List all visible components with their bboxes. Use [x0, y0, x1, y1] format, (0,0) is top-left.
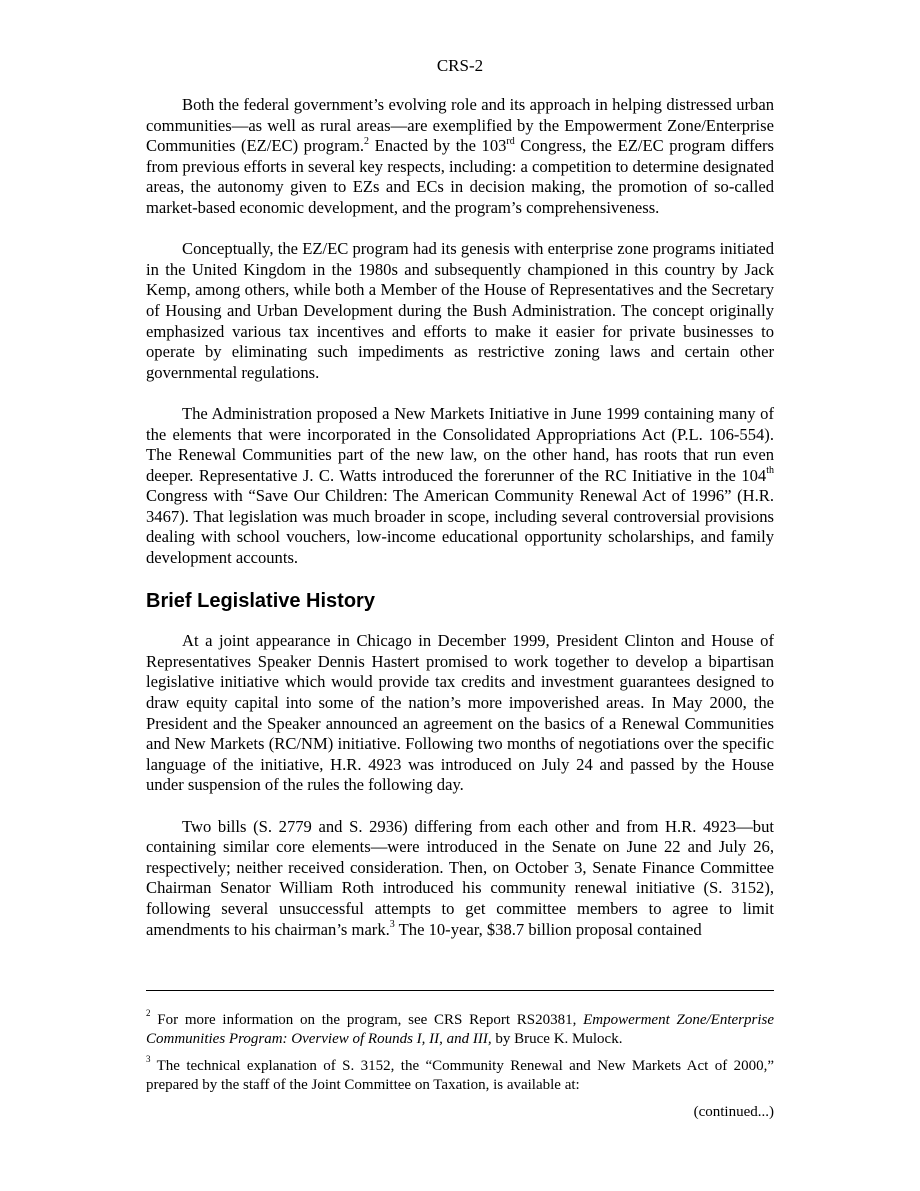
text-run: The Administration proposed a New Markets Initiative in June 1999 containing many of the elements that were incorporated in the Consolidated Appropriations Act (P.L. 106-554). The Renewal Communities part of the new law, on the other hand, has roots that run even deeper. Representative J. C. Watts introduced the forerunner of the RC Initiative in the 104	[146, 403, 774, 485]
report-title: Empowerment Zone/Enterprise Communities Program: Overview of Rounds I, II, and III,	[146, 1012, 774, 1047]
footnote-2	[146, 1008, 774, 1049]
footnotes	[146, 1008, 774, 1122]
text-run: The 10-year, $38.7 billion proposal contained	[394, 919, 702, 939]
text-run: by Bruce K. Mulock.	[491, 1031, 623, 1047]
text-run: Both the federal government’s evolving role and its approach in helping distressed urban communities—as well as rural areas—are exemplified by the Empowerment Zone/Enterprise Communities (EZ/EC) program.	[146, 95, 774, 156]
paragraph-genesis: Conceptually, the EZ/EC program had its genesis with enterprise zone programs initiated in the United Kingdom in the 1980s and subsequently championed in this country by Jack Kemp, among others, while both a Member of the House of Representatives and the Secretary of Housing and Urban Development during the Bush Administration. The concept originally emphasized various tax incentives and efforts to make it easier for private businesses to operate by eliminating such impediments as restrictive zoning laws and certain other governmental regulations.	[146, 239, 774, 382]
footnote-marker: 3	[146, 1054, 151, 1064]
footnote-ref-3: 3	[389, 919, 395, 931]
text-run: For more information on the program, see CRS Report RS20381,	[150, 1012, 584, 1028]
ordinal-suffix: rd	[506, 135, 515, 147]
footnote-divider	[146, 990, 774, 991]
text-run: Enacted by the 103	[369, 136, 507, 156]
text-run: Congress with “Save Our Children: The American Community Renewal Act of 1996” (H.R. 3467). That legislation was much broader in scope, including several controversial provisions dealing with school vouchers, low-income educational opportunity scholarships, and family development accounts.	[146, 486, 774, 568]
paragraph-ezec-intro	[146, 95, 774, 219]
continued-note: (continued...)	[693, 1104, 774, 1120]
text-run: Two bills (S. 2779 and S. 2936) differing from each other and from H.R. 4923—but containing similar core elements—were introduced in the Senate on June 22 and July 26, respectively; neither received consideration. Then, on October 3, Senate Finance Committee Chairman Senator William Roth introduced his community renewal initiative (S. 3152), following several unsuccessful attempts to get committee members to agree to limit amendments to his chairman’s mark.	[146, 816, 774, 939]
footnote-3	[146, 1054, 774, 1095]
page-number: CRS-2	[436, 56, 484, 75]
text-run: The technical explanation of S. 3152, the “Community Renewal and New Markets Act of 2000,” prepared by the staff of the Joint Committee on Taxation, is available at:	[146, 1058, 774, 1093]
ordinal-suffix: th	[766, 465, 774, 477]
footnote-marker: 2	[146, 1008, 151, 1018]
footnote-ref-2: 2	[364, 135, 370, 147]
paragraph-senate-bills	[146, 817, 774, 941]
paragraph-new-markets	[146, 404, 774, 569]
body-text	[146, 95, 774, 940]
paragraph-joint-appearance: At a joint appearance in Chicago in December 1999, President Clinton and House of Representatives Speaker Dennis Hastert promised to work together to develop a bipartisan legislative initiative which would provide tax credits and investment guarantees designed to draw equity capital into some of the nation’s more impoverished areas. In May 2000, the President and the Speaker announced an agreement on the basics of a Renewal Communities and New Markets (RC/NM) initiative. Following two months of negotiations over the specific language of the initiative, H.R. 4923 was introduced on July 24 and passed by the House under suspension of the rules the following day.	[146, 631, 774, 795]
section-heading: Brief Legislative History	[146, 590, 375, 613]
text-run: Congress, the EZ/EC program differs from previous efforts in several key respects, including: a competition to determine designated areas, the autonomy given to EZs and ECs in decision making, the promotion of so-called market-based economic development, and the program’s comprehensiveness.	[146, 136, 774, 217]
